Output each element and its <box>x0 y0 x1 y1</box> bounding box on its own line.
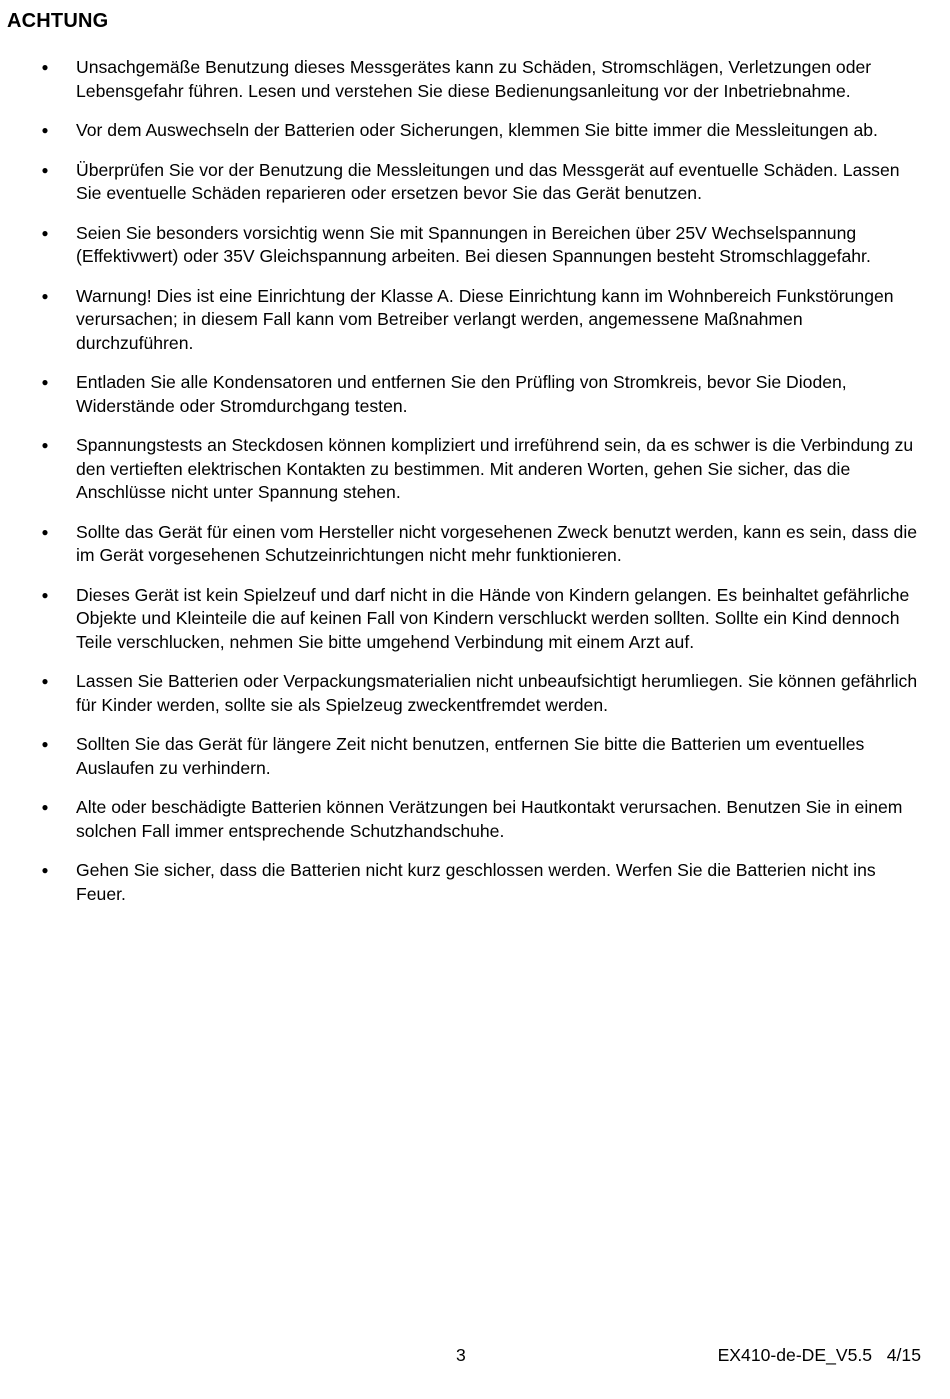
warning-item <box>0 584 950 655</box>
warning-item <box>0 119 950 143</box>
bullet-icon: ● <box>41 863 49 877</box>
bullet-icon: ● <box>41 288 49 303</box>
warning-item <box>0 521 950 568</box>
warning-text: Entladen Sie alle Kondensatoren und entfernen Sie den Prüfling von Stromkreis, bevor Sie Dioden, Widerstände oder Stromdurchgang testen. <box>76 372 847 416</box>
warning-item <box>0 670 950 717</box>
warning-text: Seien Sie besonders vorsichtig wenn Sie mit Spannungen in Bereichen über 25V Wechselspannung (Effektivwert) oder 35V Gleichspannung arbeiten. Bei diesen Spannungen besteht Stromschlaggefahr. <box>76 222 871 266</box>
warning-text: Lassen Sie Batterien oder Verpackungsmaterialien nicht unbeaufsichtigt herumliegen. Sie können gefährlich für Kinder werden, sollte sie als Spielzeug zweckentfremdet werden. <box>76 671 918 715</box>
warning-text: Spannungstests an Steckdosen können kompliziert und irreführend sein, da es schwer is die Verbindung zu den vertieften elektrischen Kontakten zu bestimmen. Mit anderen Worten, gehen Sie sicher, das die Anschlüsse nicht unter Spannung stehen. <box>76 435 914 502</box>
warning-text: Alte oder beschädigte Batterien können Verätzungen bei Hautkontakt verursachen. Benutzen Sie in einem solchen Fall immer entsprechende Schutzhandschuhe. <box>76 797 903 841</box>
bullet-icon: ● <box>41 438 49 452</box>
page-heading: ACHTUNG <box>7 10 109 32</box>
warning-text: Sollte das Gerät für einen vom Hersteller nicht vorgesehenen Zweck benutzt werden, kann es sein, dass die im Gerät vorgesehenen Schutzeinrichtungen nicht mehr funktionieren. <box>76 521 918 565</box>
warning-list <box>0 56 950 922</box>
warning-text: Dieses Gerät ist kein Spielzeuf und darf nicht in die Hände von Kindern gelangen. Es beinhaltet gefährliche Objekte und Kleinteile die auf keinen Fall von Kindern verschluckt werden sollten. Sollte ein Kind dennoch Teile verschlucken, nehmen Sie bitte umgehend Verbindung mit einem Arzt auf. <box>76 584 910 652</box>
bullet-icon: ● <box>41 800 49 814</box>
warning-item <box>0 159 950 206</box>
bullet-icon: ● <box>41 123 49 137</box>
warning-text: Überprüfen Sie vor der Benutzung die Messleitungen und das Messgerät auf eventuelle Schäden. Lassen Sie eventuelle Schäden reparieren oder ersetzen bevor Sie das Gerät benutzen. <box>76 159 900 203</box>
footer-doc-id: EX410-de-DE_V5.5 4/15 <box>717 1345 921 1365</box>
warning-item <box>0 859 950 906</box>
warning-text: Gehen Sie sicher, dass die Batterien nicht kurz geschlossen werden. Werfen Sie die Batterien nicht ins Feuer. <box>76 860 876 904</box>
warning-text: Vor dem Auswechseln der Batterien oder Sicherungen, klemmen Sie bitte immer die Messleitungen ab. <box>76 120 878 140</box>
bullet-icon: ● <box>41 737 49 751</box>
footer-page-number: 3 <box>456 1345 466 1365</box>
warning-text: Sollten Sie das Gerät für längere Zeit nicht benutzen, entfernen Sie bitte die Batterien um eventuelles Auslaufen zu verhindern. <box>76 734 865 778</box>
warning-item <box>0 285 950 356</box>
bullet-icon: ● <box>41 674 49 688</box>
bullet-icon: ● <box>41 162 49 177</box>
bullet-icon: ● <box>41 524 49 539</box>
warning-item <box>0 222 950 269</box>
bullet-icon: ● <box>41 225 49 240</box>
warning-item <box>0 796 950 843</box>
warning-text: Warnung! Dies ist eine Einrichtung der Klasse A. Diese Einrichtung kann im Wohnbereich Funkstörungen verursachen; in diesem Fall kann vom Betreiber verlangt werden, angemessene Maßnahmen durchzuführen. <box>76 285 894 353</box>
warning-item <box>0 434 950 505</box>
bullet-icon: ● <box>41 587 49 602</box>
warning-item <box>0 733 950 780</box>
bullet-icon: ● <box>41 375 49 389</box>
warning-item <box>0 56 950 103</box>
warning-item <box>0 371 950 418</box>
bullet-icon: ● <box>41 60 49 74</box>
warning-text: Unsachgemäße Benutzung dieses Messgerätes kann zu Schäden, Stromschlägen, Verletzungen oder Lebensgefahr führen. Lesen und verstehen Sie diese Bedienungsanleitung vor der Inbetriebnahme. <box>76 57 872 101</box>
